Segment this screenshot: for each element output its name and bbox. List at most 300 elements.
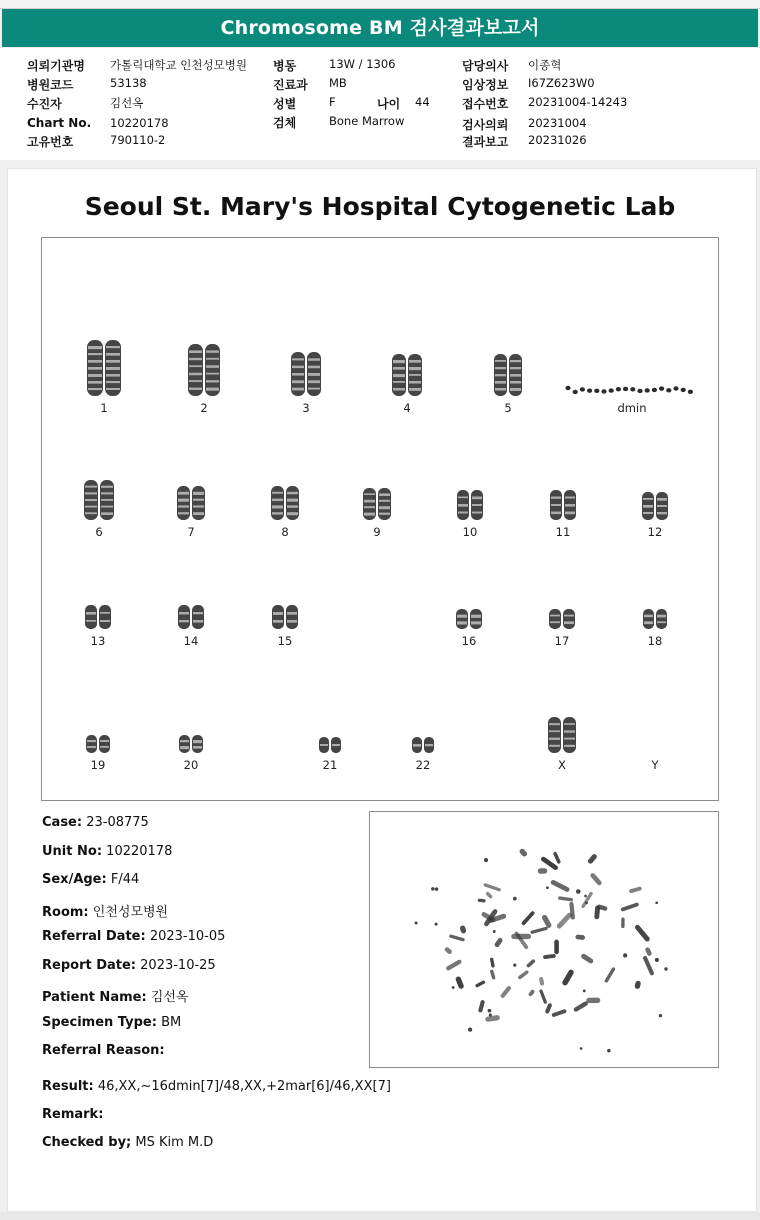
chromosome-band [292, 373, 304, 376]
karyotype-label: 4 [403, 401, 411, 415]
karyotype-label: 19 [90, 758, 106, 772]
chromosome-band [657, 505, 667, 507]
chromosome-band [193, 612, 203, 614]
chromosome-band [644, 615, 653, 618]
metaphase-fragment [585, 902, 588, 905]
metaphase-fragment [435, 923, 438, 926]
chromosome-band [549, 745, 560, 747]
chromatid [656, 609, 667, 629]
chromosome-band [206, 373, 219, 375]
detail-key: Result: [42, 1079, 94, 1094]
chromosome-pair-10 [457, 490, 483, 520]
chromatid [271, 486, 284, 520]
chromosome-band [308, 380, 320, 383]
chromosome-band [193, 505, 204, 507]
karyogram-panel [41, 237, 719, 801]
info-label-request-date: 검사의뢰 [462, 118, 509, 132]
detail-value: 2023-10-05 [149, 929, 226, 944]
metaphase-chromosome [550, 879, 570, 893]
info-value-examinee: 김선옥 [110, 96, 144, 110]
info-value-request-date: 20231004 [528, 116, 587, 130]
double-minute [659, 386, 664, 390]
chromosome-band [272, 505, 283, 508]
chromosome-pair-dmin [565, 386, 693, 394]
detail-key: Case: [42, 815, 83, 830]
chromosome-band [287, 499, 298, 502]
metaphase-fragment [655, 901, 658, 904]
karyotype-label: 11 [555, 525, 571, 539]
chromosome-band [88, 353, 102, 355]
metaphase-spread-image [370, 812, 718, 1067]
chromosome-band [287, 505, 298, 507]
double-minute [594, 389, 599, 393]
chromosome-pair-19 [86, 735, 110, 753]
chromosome-band [85, 486, 97, 488]
chromosome-band [292, 366, 304, 368]
chromosome-pair-20 [179, 735, 203, 753]
chromosome-band [193, 620, 203, 623]
metaphase-fragment [623, 953, 627, 957]
metaphase-fragment [659, 1014, 662, 1017]
metaphase-chromosome [545, 1003, 553, 1015]
chromosome-band [292, 388, 304, 391]
karyotype-label: 15 [277, 634, 293, 648]
info-value-ward: 13W / 1306 [329, 57, 396, 71]
chromosome-band [189, 388, 202, 390]
chromosome-band [189, 365, 202, 367]
chromosome-band [393, 381, 405, 383]
metaphase-chromosome [581, 891, 594, 908]
chromosome-band [657, 615, 666, 618]
chromosome-band [101, 486, 113, 488]
metaphase-chromosome [541, 914, 552, 929]
chromosome-band [565, 512, 575, 515]
double-minute [688, 390, 693, 394]
metaphase-chromosome [586, 998, 600, 1004]
karyotype-label: 13 [90, 634, 106, 648]
metaphase-fragment [583, 989, 586, 992]
chromatid [456, 609, 468, 629]
chromatid [86, 735, 97, 753]
metaphase-chromosome [634, 924, 651, 943]
chromosome-band [88, 360, 102, 363]
double-minute [609, 388, 614, 392]
info-value-specimen: Bone Marrow [329, 114, 405, 128]
detail-row [42, 1135, 213, 1150]
metaphase-chromosome [644, 947, 652, 957]
metaphase-fragment [607, 1049, 611, 1053]
window-bottom-edge [0, 1212, 760, 1220]
chromosome-pair-7 [177, 486, 205, 520]
metaphase-fragment [580, 1047, 583, 1050]
chromosome-band [393, 360, 405, 363]
metaphase-chromosome [475, 980, 486, 988]
chromosome-band [101, 512, 113, 515]
metaphase-chromosome [478, 1000, 485, 1013]
metaphase-chromosome [642, 955, 654, 976]
chromosome-band [287, 512, 298, 515]
chromosome-band [364, 493, 375, 495]
metaphase-chromosome [539, 977, 545, 986]
double-minute [616, 387, 621, 391]
info-value-doctor: 이종혁 [528, 58, 562, 72]
chromosome-band [106, 360, 120, 363]
karyotype-label: 3 [302, 401, 310, 415]
metaphase-chromosome [500, 985, 512, 999]
info-label-department: 진료과 [273, 78, 308, 92]
chromosome-band [85, 499, 97, 501]
chromosome-band [273, 612, 283, 615]
chromosome-band [564, 723, 575, 725]
chromosome-band [409, 360, 421, 363]
chromosome-band [178, 512, 189, 514]
chromosome-band [495, 374, 506, 376]
detail-row [42, 958, 216, 973]
karyotype-label: 2 [200, 401, 208, 415]
chromosome-pair-9 [363, 488, 391, 520]
chromosome-pair-13 [85, 605, 111, 629]
karyotype-label: 21 [322, 758, 338, 772]
chromosome-band [88, 367, 102, 370]
chromosome-band [189, 358, 202, 360]
chromatid [643, 609, 654, 629]
metaphase-chromosome [556, 912, 573, 930]
chromosome-band [287, 612, 297, 615]
chromosome-band [409, 374, 421, 376]
chromosome-band [458, 497, 468, 499]
chromosome-band [88, 346, 102, 349]
detail-value: BM [161, 1015, 182, 1030]
chromatid [272, 605, 284, 629]
chromosome-band [88, 388, 102, 390]
metaphase-chromosome [573, 1001, 589, 1013]
chromosome-band [510, 367, 521, 369]
chromosome-band [206, 388, 219, 391]
chromosome-band [106, 367, 120, 370]
double-minute [645, 388, 650, 392]
chromosome-band [178, 499, 189, 502]
metaphase-chromosome [514, 931, 529, 950]
chromatid [179, 735, 190, 753]
metaphase-fragment [655, 958, 659, 962]
chromosome-pair-12 [642, 492, 668, 520]
chromatid [99, 605, 111, 629]
detail-row [42, 1015, 181, 1030]
metaphase-fragment [513, 897, 517, 901]
chromosome-pair-15 [272, 605, 298, 629]
chromosome-band [106, 346, 120, 348]
chromosome-band [179, 612, 189, 614]
chromosome-band [657, 512, 667, 514]
chromosome-band [86, 612, 96, 615]
karyotype-label: 9 [373, 525, 381, 539]
chromosome-band [320, 744, 328, 746]
chromosome-band [88, 374, 102, 377]
chromosome-pair-18 [643, 609, 667, 629]
chromosome-band [471, 615, 481, 618]
metaphase-chromosome [554, 940, 559, 955]
info-label-ward: 병동 [273, 59, 297, 73]
info-label-receipt-no: 접수번호 [462, 97, 509, 111]
metaphase-fragment [452, 986, 455, 989]
chromosome-band [472, 504, 482, 506]
metaphase-fragment [576, 889, 581, 894]
karyotype-label: 22 [415, 758, 431, 772]
window-top-edge [0, 0, 760, 9]
detail-value: F/44 [110, 872, 140, 887]
chromatid [378, 488, 391, 520]
chromosome-band [510, 360, 521, 362]
chromosome-band [308, 373, 320, 376]
metaphase-chromosome [620, 902, 639, 912]
metaphase-fragment [513, 964, 516, 967]
chromosome-band [88, 381, 102, 384]
chromosome-band [549, 730, 560, 732]
report-title-banner: Chromosome BM 검사결과보고서 [2, 9, 758, 47]
karyotype-label: 12 [647, 525, 663, 539]
karyotype-label: 7 [187, 525, 195, 539]
chromosome-band [106, 388, 120, 390]
karyotype-label: 8 [281, 525, 289, 539]
chromosome-band [85, 506, 97, 508]
metaphase-fragment [415, 921, 418, 924]
chromosome-band [106, 374, 120, 377]
lab-title: Seoul St. Mary's Hospital Cytogenetic Lab [84, 192, 676, 221]
detail-key: Specimen Type: [42, 1015, 157, 1030]
metaphase-chromosome [490, 957, 495, 968]
metaphase-chromosome [587, 853, 598, 865]
metaphase-fragment [468, 1028, 472, 1032]
karyotype-label: 5 [504, 401, 512, 415]
chromatid [177, 486, 190, 520]
chromosome-band [178, 492, 189, 495]
chromosome-band [101, 506, 113, 508]
chromosome-band [193, 492, 204, 495]
double-minute [637, 389, 642, 393]
chromosome-band [551, 504, 561, 506]
chromatid [178, 605, 190, 629]
chromosome-band [495, 360, 506, 362]
karyotype-label: 10 [462, 525, 478, 539]
chromosome-pair-3 [291, 352, 321, 396]
metaphase-chromosome [551, 1009, 567, 1018]
double-minute [652, 388, 657, 392]
metaphase-fragment [664, 967, 667, 970]
metaphase-chromosome [445, 959, 462, 971]
metaphase-fragment [484, 858, 488, 862]
chromosome-band [564, 738, 575, 740]
chromosome-band [364, 500, 375, 503]
chromosome-band [565, 504, 575, 507]
metaphase-fragment [493, 930, 496, 933]
chromosome-band [409, 388, 421, 391]
chromosome-band [564, 615, 574, 617]
chromosome-band [549, 738, 560, 740]
double-minute [673, 386, 678, 390]
chromatid [99, 735, 110, 753]
chromatid [549, 609, 561, 629]
chromosome-band [409, 381, 421, 384]
chromosome-band [657, 498, 667, 501]
detail-key: Referral Date: [42, 929, 146, 944]
chromosome-pair-11 [550, 490, 576, 520]
double-minute [587, 388, 592, 392]
chromatid [85, 605, 97, 629]
chromosome-band [193, 746, 202, 749]
chromosome-band [100, 746, 109, 748]
metaphase-chromosome [538, 868, 548, 874]
chromosome-band [87, 746, 96, 748]
chromosome-band [643, 498, 653, 500]
chromosome-band [86, 620, 96, 622]
chromosome-band [510, 381, 521, 384]
chromosome-band [189, 380, 202, 382]
chromosome-pair-8 [271, 486, 299, 520]
chromosome-band [206, 365, 219, 368]
detail-value: 23-08775 [86, 815, 149, 830]
detail-key: Remark: [42, 1107, 104, 1122]
chromosome-band [551, 512, 561, 515]
chromosome-pair-4 [392, 354, 422, 396]
chromosome-band [565, 497, 575, 499]
chromosome-band [100, 612, 110, 614]
chromosome-pair-2 [188, 344, 220, 396]
chromosome-band [364, 513, 375, 516]
chromosome-band [564, 745, 575, 747]
detail-key: Checked by; [42, 1135, 132, 1150]
detail-key: Report Date: [42, 958, 137, 973]
metaphase-chromosome [575, 934, 585, 940]
chromosome-pair-1 [87, 340, 121, 396]
info-label-clinical-info: 임상정보 [462, 78, 509, 92]
detail-row [42, 844, 172, 859]
chromosome-band [180, 740, 189, 742]
chromatid [563, 609, 575, 629]
info-value-clinical-info: I67Z623W0 [528, 76, 595, 90]
chromatid [563, 717, 576, 753]
metaphase-fragment [435, 887, 438, 890]
metaphase-fragment [489, 1014, 492, 1017]
chromosome-band [643, 512, 653, 514]
info-value-institution: 가톨릭대학교 인천성모병원 [110, 58, 247, 72]
detail-value: 인천성모병원 [92, 905, 169, 920]
info-label-report-date: 결과보고 [462, 135, 509, 149]
chromatid [470, 609, 482, 629]
info-value-age: 44 [415, 95, 430, 109]
chromosome-band [308, 366, 320, 369]
chromosome-band [273, 620, 283, 623]
chromosome-band [379, 506, 390, 509]
chromosome-band [100, 620, 110, 622]
metaphase-chromosome [543, 954, 556, 959]
chromosome-pair-21 [319, 737, 341, 753]
info-label-hospital-code: 병원코드 [27, 78, 74, 92]
chromatid [548, 717, 561, 753]
detail-key: Patient Name: [42, 990, 147, 1005]
metaphase-chromosome [629, 886, 642, 893]
metaphase-chromosome [455, 976, 465, 990]
detail-row [42, 1043, 165, 1058]
info-label-age: 나이 [377, 97, 401, 111]
metaphase-chromosome [604, 967, 616, 983]
chromosome-pair-6 [84, 480, 114, 520]
chromosome-band [292, 358, 304, 360]
detail-value: 2023-10-25 [140, 958, 216, 973]
chromosome-band [413, 744, 421, 747]
detail-key: Referral Reason: [42, 1043, 165, 1058]
chromosome-band [85, 512, 97, 514]
chromosome-band [495, 381, 506, 384]
chromosome-band [644, 621, 653, 624]
metaphase-chromosome [561, 969, 574, 987]
metaphase-chromosome [530, 926, 548, 934]
chromosome-band [308, 358, 320, 360]
chromosome-band [393, 367, 405, 370]
chromosome-band [472, 512, 482, 514]
metaphase-chromosome [517, 970, 529, 980]
chromosome-band [379, 513, 390, 515]
metaphase-chromosome [521, 910, 535, 925]
chromosome-band [292, 380, 304, 383]
patient-info-panel [0, 48, 760, 160]
metaphase-chromosome [539, 989, 547, 1004]
chromosome-band [106, 381, 120, 383]
double-minute [666, 388, 671, 392]
chromosome-band [206, 358, 219, 360]
karyotype-label: 20 [183, 758, 199, 772]
karyotype-label: 17 [554, 634, 570, 648]
metaphase-chromosome [449, 934, 465, 941]
detail-row [42, 986, 188, 1005]
chromosome-band [364, 506, 375, 508]
metaphase-fragment [546, 886, 549, 889]
metaphase-chromosome [558, 896, 573, 901]
detail-row [42, 1079, 391, 1094]
chromosome-band [272, 512, 283, 514]
chromosome-band [550, 621, 560, 623]
chromatid [192, 735, 203, 753]
info-label-specimen: 검체 [273, 116, 297, 130]
chromosome-band [178, 505, 189, 507]
chromatid [192, 605, 204, 629]
chromosome-band [85, 492, 97, 494]
chromosome-pair-5 [494, 354, 522, 396]
chromosome-band [495, 367, 506, 369]
chromosome-band [393, 374, 405, 377]
info-label-doctor: 담당의사 [462, 59, 509, 73]
chromosome-band [564, 621, 574, 624]
metaphase-chromosome [494, 937, 504, 948]
chromosome-band [272, 499, 283, 501]
info-label-unique-no: 고유번호 [27, 135, 74, 149]
metaphase-chromosome [485, 891, 493, 899]
detail-value: 46,XX,~16dmin[7]/48,XX,+2mar[6]/46,XX[7] [97, 1079, 391, 1094]
chromosome-band [550, 615, 560, 617]
info-value-receipt-no: 20231004-14243 [528, 95, 628, 109]
info-label-chart-no: Chart No. [27, 116, 92, 130]
chromosome-pair-16 [456, 609, 482, 629]
karyotype-label: 16 [461, 634, 477, 648]
karyogram-image [42, 238, 718, 800]
chromosome-band [101, 492, 113, 494]
info-value-chart-no: 10220178 [110, 116, 169, 130]
detail-row [42, 872, 139, 887]
metaphase-fragment [584, 895, 587, 898]
chromosome-band [193, 740, 202, 743]
metaphase-chromosome [483, 883, 501, 892]
chromosome-band [510, 388, 521, 391]
info-label-institution: 의뢰기관명 [27, 59, 85, 73]
